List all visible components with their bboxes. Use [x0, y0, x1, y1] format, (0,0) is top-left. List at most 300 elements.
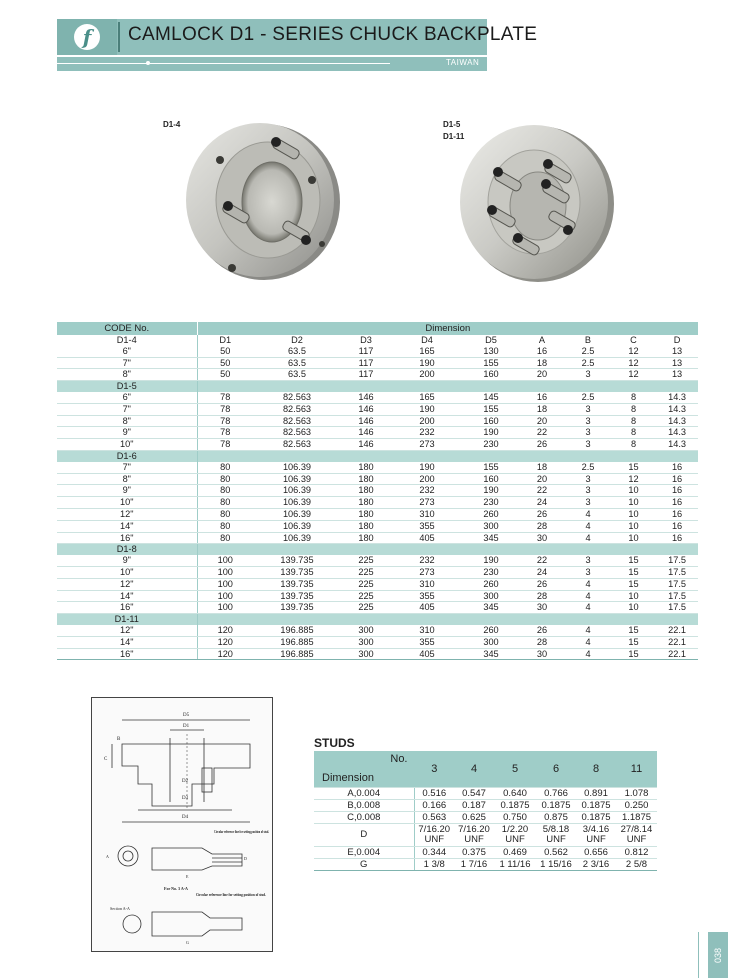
- value-cell: 10: [611, 508, 656, 520]
- table-row: [57, 602, 698, 614]
- value-cell: 165: [391, 392, 463, 403]
- value-cell: 225: [341, 555, 391, 566]
- size-cell: 8": [57, 415, 197, 427]
- drawing-label-d4: D4: [182, 815, 189, 820]
- value-cell: 80: [197, 485, 253, 497]
- value-cell: 78: [197, 403, 253, 415]
- brand-logo: [57, 19, 117, 55]
- column-header: D5: [463, 335, 519, 346]
- value-cell: 24: [519, 566, 565, 578]
- studs-value: 1.078: [616, 788, 657, 800]
- value-cell: 15: [611, 566, 656, 578]
- value-cell: 310: [391, 578, 463, 590]
- value-cell: 13: [656, 346, 698, 357]
- studs-value: 0.344: [414, 847, 454, 859]
- studs-value: 0.562: [536, 847, 576, 859]
- drawing-label-d5: D5: [183, 713, 190, 718]
- value-cell: 50: [197, 357, 253, 369]
- studs-value: 0.1875: [576, 812, 616, 824]
- value-cell: 260: [463, 625, 519, 636]
- studs-value: 3/4.16 UNF: [576, 824, 616, 847]
- value-cell: 13: [656, 357, 698, 369]
- value-cell: 10: [611, 602, 656, 614]
- dimension-header: Dimension: [197, 322, 698, 335]
- table-row: [57, 508, 698, 520]
- studs-value: 0.750: [494, 812, 536, 824]
- value-cell: 180: [341, 485, 391, 497]
- studs-row-label: G: [314, 859, 414, 871]
- value-cell: 50: [197, 369, 253, 381]
- value-cell: 146: [341, 439, 391, 451]
- drawing-label-b: B: [117, 737, 121, 742]
- header-strip: [57, 57, 487, 71]
- size-cell: 16": [57, 532, 197, 544]
- value-cell: 3: [565, 403, 611, 415]
- value-cell: 225: [341, 590, 391, 602]
- value-cell: 12: [611, 473, 656, 485]
- value-cell: 8: [611, 439, 656, 451]
- value-cell: 345: [463, 532, 519, 544]
- value-cell: 106.39: [253, 462, 341, 473]
- value-cell: 165: [391, 346, 463, 357]
- value-cell: 63.5: [253, 369, 341, 381]
- studs-dimension-label: Dimension: [322, 772, 374, 784]
- value-cell: 180: [341, 532, 391, 544]
- value-cell: 355: [391, 590, 463, 602]
- value-cell: 273: [391, 566, 463, 578]
- size-cell: 16": [57, 648, 197, 660]
- value-cell: 273: [391, 497, 463, 509]
- value-cell: 146: [341, 392, 391, 403]
- column-header: C: [611, 335, 656, 346]
- value-cell: 10: [611, 485, 656, 497]
- value-cell: 22.1: [656, 636, 698, 648]
- stud-number: 6: [536, 751, 576, 788]
- value-cell: 100: [197, 555, 253, 566]
- size-cell: 10": [57, 439, 197, 451]
- code-header: CODE No.: [57, 322, 197, 335]
- studs-title: STUDS: [314, 736, 355, 750]
- studs-table: [314, 751, 657, 871]
- value-cell: 180: [341, 520, 391, 532]
- size-cell: 12": [57, 625, 197, 636]
- value-cell: 190: [391, 357, 463, 369]
- value-cell: 18: [519, 357, 565, 369]
- table-row: [57, 392, 698, 403]
- value-cell: 22: [519, 485, 565, 497]
- value-cell: 139.735: [253, 555, 341, 566]
- size-cell: 12": [57, 578, 197, 590]
- group-code: D1-11: [57, 614, 197, 625]
- value-cell: 345: [463, 602, 519, 614]
- studs-value: 0.563: [414, 812, 454, 824]
- studs-value: 0.875: [536, 812, 576, 824]
- studs-row: [314, 788, 657, 800]
- group-code: D1-5: [57, 381, 197, 392]
- value-cell: 100: [197, 566, 253, 578]
- group-code: D1-8: [57, 544, 197, 555]
- group-filler: [197, 544, 698, 555]
- value-cell: 26: [519, 508, 565, 520]
- value-cell: 230: [463, 566, 519, 578]
- value-cell: 139.735: [253, 578, 341, 590]
- value-cell: 3: [565, 566, 611, 578]
- backplate-d1-5-image: [448, 120, 618, 290]
- value-cell: 117: [341, 346, 391, 357]
- studs-value: 0.1875: [576, 800, 616, 812]
- value-cell: 230: [463, 439, 519, 451]
- studs-value: 0.469: [494, 847, 536, 859]
- technical-drawing: [91, 697, 273, 952]
- value-cell: 300: [341, 625, 391, 636]
- value-cell: 16: [656, 508, 698, 520]
- value-cell: 15: [611, 555, 656, 566]
- value-cell: 300: [463, 520, 519, 532]
- size-cell: 10": [57, 497, 197, 509]
- value-cell: 4: [565, 520, 611, 532]
- drawing-note-1: Circular reference line for setting position of stud.: [214, 829, 269, 834]
- page-tab-line: [698, 932, 699, 978]
- table-row: [57, 439, 698, 451]
- value-cell: 160: [463, 415, 519, 427]
- stud-number: 3: [414, 751, 454, 788]
- studs-value: 0.640: [494, 788, 536, 800]
- value-cell: 155: [463, 357, 519, 369]
- value-cell: 117: [341, 369, 391, 381]
- value-cell: 63.5: [253, 357, 341, 369]
- column-header: D3: [341, 335, 391, 346]
- drawing-note-2: Circular reference line for setting position of stud.: [196, 892, 266, 897]
- value-cell: 130: [463, 346, 519, 357]
- value-cell: 260: [463, 508, 519, 520]
- value-cell: 4: [565, 578, 611, 590]
- group-filler: [197, 614, 698, 625]
- studs-row: [314, 800, 657, 812]
- size-cell: 7": [57, 462, 197, 473]
- studs-value: 1/2.20 UNF: [494, 824, 536, 847]
- studs-header-row: [314, 751, 657, 788]
- value-cell: 22: [519, 555, 565, 566]
- value-cell: 180: [341, 462, 391, 473]
- value-cell: 405: [391, 532, 463, 544]
- size-cell: 6": [57, 346, 197, 357]
- value-cell: 4: [565, 648, 611, 660]
- value-cell: 16: [656, 520, 698, 532]
- value-cell: 14.3: [656, 392, 698, 403]
- table-row: [57, 648, 698, 660]
- value-cell: 117: [341, 357, 391, 369]
- value-cell: 100: [197, 602, 253, 614]
- studs-value: 1.1875: [616, 812, 657, 824]
- value-cell: 106.39: [253, 508, 341, 520]
- value-cell: 230: [463, 497, 519, 509]
- studs-value: 0.166: [414, 800, 454, 812]
- value-cell: 300: [463, 590, 519, 602]
- value-cell: 80: [197, 473, 253, 485]
- size-cell: 9": [57, 485, 197, 497]
- value-cell: 3: [565, 555, 611, 566]
- value-cell: 196.885: [253, 625, 341, 636]
- value-cell: 139.735: [253, 602, 341, 614]
- drawing-for-no: For No. 3 A-A: [164, 886, 188, 891]
- value-cell: 2.5: [565, 462, 611, 473]
- stud-number: 8: [576, 751, 616, 788]
- dimension-table: [57, 322, 698, 660]
- size-cell: 14": [57, 590, 197, 602]
- studs-row: [314, 824, 657, 847]
- value-cell: 82.563: [253, 403, 341, 415]
- value-cell: 4: [565, 532, 611, 544]
- column-header: D2: [253, 335, 341, 346]
- value-cell: 80: [197, 532, 253, 544]
- column-header: B: [565, 335, 611, 346]
- column-header: D4: [391, 335, 463, 346]
- value-cell: 22: [519, 427, 565, 439]
- size-cell: 6": [57, 392, 197, 403]
- value-cell: 16: [656, 485, 698, 497]
- value-cell: 28: [519, 636, 565, 648]
- value-cell: 3: [565, 439, 611, 451]
- value-cell: 30: [519, 532, 565, 544]
- group-filler: [197, 450, 698, 461]
- page-title: CAMLOCK D1 - SERIES CHUCK BACKPLATE: [128, 24, 538, 45]
- value-cell: 82.563: [253, 439, 341, 451]
- size-cell: 7": [57, 403, 197, 415]
- value-cell: 8: [611, 415, 656, 427]
- stud-number: 4: [454, 751, 494, 788]
- value-cell: 300: [341, 636, 391, 648]
- value-cell: 3: [565, 485, 611, 497]
- value-cell: 17.5: [656, 578, 698, 590]
- value-cell: 260: [463, 578, 519, 590]
- value-cell: 190: [463, 555, 519, 566]
- group-row: [57, 544, 698, 555]
- value-cell: 28: [519, 520, 565, 532]
- table-row: [57, 497, 698, 509]
- value-cell: 2.5: [565, 346, 611, 357]
- value-cell: 8: [611, 427, 656, 439]
- studs-value: 1 15/16: [536, 859, 576, 871]
- value-cell: 106.39: [253, 532, 341, 544]
- value-cell: 200: [391, 369, 463, 381]
- value-cell: 232: [391, 427, 463, 439]
- value-cell: 300: [341, 648, 391, 660]
- value-cell: 3: [565, 497, 611, 509]
- value-cell: 16: [656, 462, 698, 473]
- strip-line: [57, 63, 147, 64]
- value-cell: 12: [611, 346, 656, 357]
- size-cell: 7": [57, 357, 197, 369]
- studs-row-label: E,0.004: [314, 847, 414, 859]
- table-row: [57, 357, 698, 369]
- size-cell: 8": [57, 369, 197, 381]
- group-code: D1-4: [57, 335, 197, 346]
- size-cell: 10": [57, 566, 197, 578]
- value-cell: 26: [519, 439, 565, 451]
- drawing-label-c: C: [104, 757, 108, 762]
- value-cell: 10: [611, 520, 656, 532]
- value-cell: 2.5: [565, 357, 611, 369]
- studs-value: 7/16.20 UNF: [414, 824, 454, 847]
- table-row: [57, 369, 698, 381]
- value-cell: 196.885: [253, 648, 341, 660]
- value-cell: 200: [391, 473, 463, 485]
- value-cell: 17.5: [656, 566, 698, 578]
- size-cell: 14": [57, 520, 197, 532]
- table-row: [57, 462, 698, 473]
- value-cell: 225: [341, 578, 391, 590]
- value-cell: 196.885: [253, 636, 341, 648]
- value-cell: 160: [463, 369, 519, 381]
- table-row: [57, 346, 698, 357]
- value-cell: 22.1: [656, 648, 698, 660]
- group-code: D1-6: [57, 450, 197, 461]
- value-cell: 120: [197, 648, 253, 660]
- studs-value: 5/8.18 UNF: [536, 824, 576, 847]
- size-cell: 12": [57, 508, 197, 520]
- value-cell: 190: [391, 403, 463, 415]
- value-cell: 24: [519, 497, 565, 509]
- stud-number: 11: [616, 751, 657, 788]
- value-cell: 405: [391, 602, 463, 614]
- table-header-row: [57, 322, 698, 335]
- studs-row: [314, 859, 657, 871]
- value-cell: 106.39: [253, 497, 341, 509]
- studs-value: 27/8.14 UNF: [616, 824, 657, 847]
- value-cell: 15: [611, 578, 656, 590]
- studs-value: 0.812: [616, 847, 657, 859]
- value-cell: 310: [391, 625, 463, 636]
- value-cell: 80: [197, 497, 253, 509]
- value-cell: 12: [611, 369, 656, 381]
- value-cell: 4: [565, 590, 611, 602]
- group-row: [57, 381, 698, 392]
- stud-number: 5: [494, 751, 536, 788]
- logo-mark: f: [74, 24, 100, 50]
- value-cell: 106.39: [253, 473, 341, 485]
- drawing-label-d: D: [244, 856, 247, 861]
- column-header: D1: [197, 335, 253, 346]
- value-cell: 190: [463, 427, 519, 439]
- value-cell: 50: [197, 346, 253, 357]
- table-row: [57, 520, 698, 532]
- studs-value: 2 3/16: [576, 859, 616, 871]
- value-cell: 80: [197, 520, 253, 532]
- studs-row-label: D: [314, 824, 414, 847]
- studs-value: 0.250: [616, 800, 657, 812]
- drawing-section: Section A-A: [110, 906, 130, 911]
- group-filler: [197, 381, 698, 392]
- value-cell: 30: [519, 602, 565, 614]
- value-cell: 16: [656, 473, 698, 485]
- value-cell: 17.5: [656, 590, 698, 602]
- value-cell: 14.3: [656, 403, 698, 415]
- column-header: A: [519, 335, 565, 346]
- column-header: D: [656, 335, 698, 346]
- value-cell: 3: [565, 427, 611, 439]
- value-cell: 3: [565, 369, 611, 381]
- drawing-label-e: E: [186, 874, 189, 879]
- value-cell: 180: [341, 473, 391, 485]
- page-subtitle: TAIWAN: [446, 58, 480, 67]
- table-row: [57, 590, 698, 602]
- photo-label-right-2: D1-11: [443, 132, 465, 141]
- value-cell: 18: [519, 462, 565, 473]
- value-cell: 2.5: [565, 392, 611, 403]
- value-cell: 106.39: [253, 485, 341, 497]
- value-cell: 26: [519, 578, 565, 590]
- studs-value: 0.656: [576, 847, 616, 859]
- value-cell: 20: [519, 415, 565, 427]
- value-cell: 139.735: [253, 566, 341, 578]
- value-cell: 15: [611, 462, 656, 473]
- value-cell: 180: [341, 508, 391, 520]
- value-cell: 200: [391, 415, 463, 427]
- value-cell: 145: [463, 392, 519, 403]
- value-cell: 146: [341, 427, 391, 439]
- table-row: [57, 566, 698, 578]
- studs-value: 0.625: [454, 812, 494, 824]
- value-cell: 12: [611, 357, 656, 369]
- table-row: [57, 415, 698, 427]
- dimension-table-body: [57, 322, 698, 660]
- value-cell: 8: [611, 392, 656, 403]
- value-cell: 15: [611, 625, 656, 636]
- value-cell: 120: [197, 625, 253, 636]
- studs-value: 0.1875: [494, 800, 536, 812]
- value-cell: 225: [341, 602, 391, 614]
- table-row: [57, 485, 698, 497]
- value-cell: 180: [341, 497, 391, 509]
- value-cell: 10: [611, 532, 656, 544]
- value-cell: 8: [611, 403, 656, 415]
- value-cell: 139.735: [253, 590, 341, 602]
- value-cell: 80: [197, 462, 253, 473]
- value-cell: 106.39: [253, 520, 341, 532]
- value-cell: 14.3: [656, 427, 698, 439]
- studs-no-label: No.: [390, 753, 408, 765]
- size-cell: 14": [57, 636, 197, 648]
- studs-value: 0.547: [454, 788, 494, 800]
- value-cell: 3: [565, 415, 611, 427]
- value-cell: 300: [463, 636, 519, 648]
- studs-value: 7/16.20 UNF: [454, 824, 494, 847]
- value-cell: 232: [391, 555, 463, 566]
- studs-corner-cell: [314, 751, 414, 788]
- value-cell: 355: [391, 636, 463, 648]
- studs-value: 2 5/8: [616, 859, 657, 871]
- value-cell: 78: [197, 427, 253, 439]
- value-cell: 155: [463, 403, 519, 415]
- value-cell: 28: [519, 590, 565, 602]
- table-row: [57, 625, 698, 636]
- value-cell: 16: [656, 497, 698, 509]
- value-cell: 120: [197, 636, 253, 648]
- value-cell: 100: [197, 590, 253, 602]
- value-cell: 78: [197, 392, 253, 403]
- drawing-label-d3: D3: [182, 796, 189, 801]
- value-cell: 405: [391, 648, 463, 660]
- studs-value: 1 7/16: [454, 859, 494, 871]
- value-cell: 63.5: [253, 346, 341, 357]
- studs-value: 0.891: [576, 788, 616, 800]
- drawing-label-g: G: [186, 940, 189, 945]
- value-cell: 82.563: [253, 392, 341, 403]
- value-cell: 190: [463, 485, 519, 497]
- value-cell: 82.563: [253, 427, 341, 439]
- page-number: 038: [713, 947, 723, 963]
- group-row: [57, 450, 698, 461]
